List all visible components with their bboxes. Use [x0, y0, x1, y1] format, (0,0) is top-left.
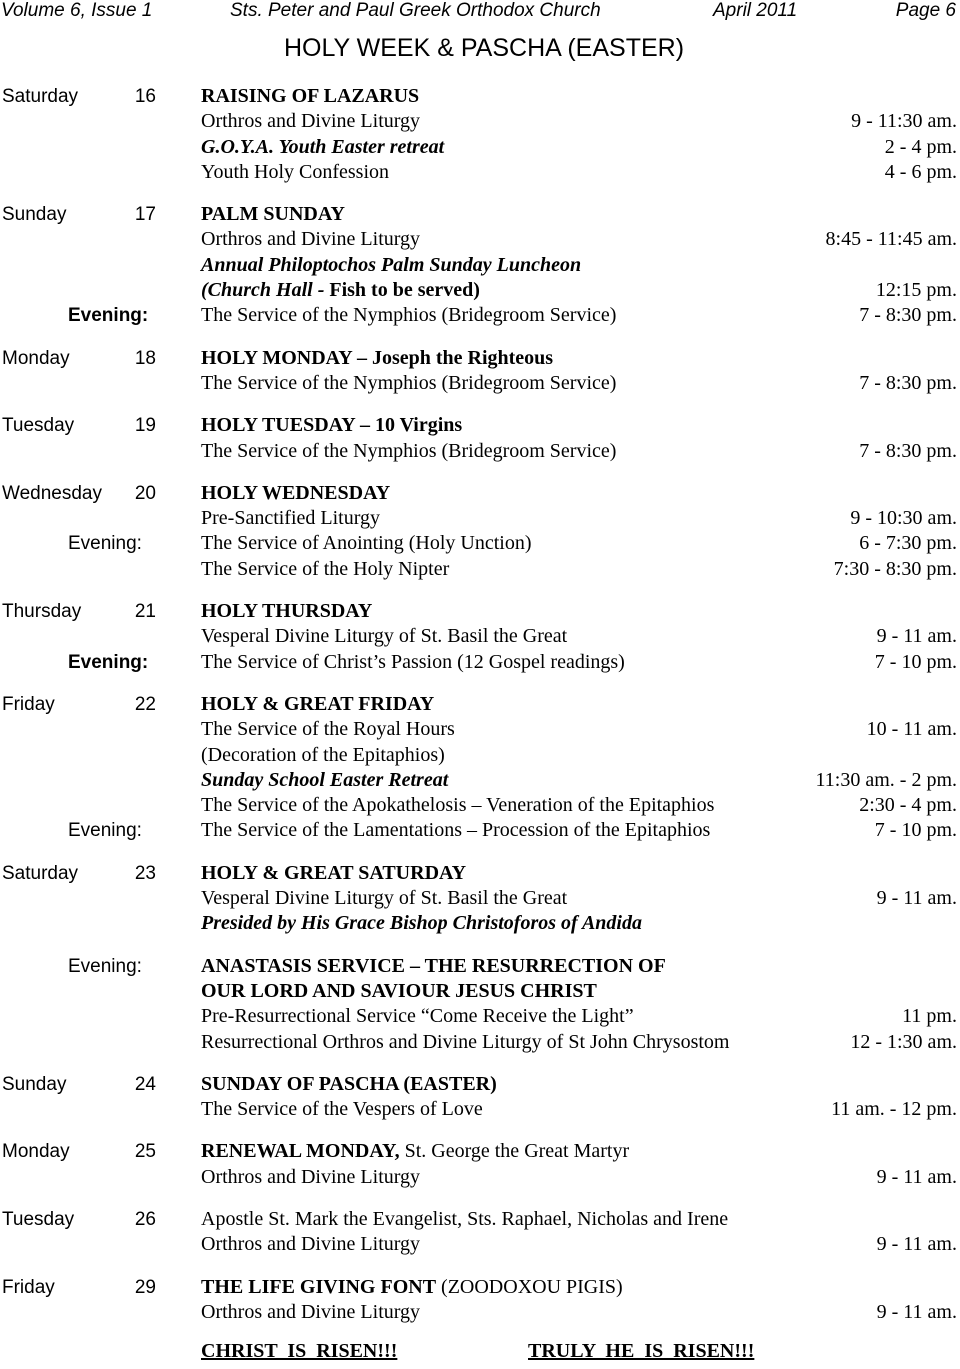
day-name: Sunday [2, 1073, 67, 1095]
event-time: 7 - 10 pm. [874, 650, 957, 673]
day-name: Friday [2, 693, 55, 715]
greeting-christ-is-risen: CHRIST IS RISEN!!! [201, 1340, 398, 1363]
event-time: 11 am. - 12 pm. [831, 1098, 957, 1121]
day-friday-29 [0, 1275, 960, 1326]
closing-greeting [0, 1339, 960, 1364]
event-time: 4 - 6 pm. [884, 160, 957, 183]
event-description: G.O.Y.A. Youth Easter retreat [201, 135, 445, 158]
event-row [0, 1030, 960, 1055]
day-number: 29 [134, 1276, 156, 1298]
evening-label: Evening: [68, 651, 149, 673]
event-time: 7:30 - 8:30 pm. [833, 557, 957, 580]
event-time: 7 - 8:30 pm. [859, 304, 957, 327]
day-name: Saturday [2, 862, 79, 884]
day-number: 23 [134, 862, 156, 884]
event-time: 9 - 11 am. [876, 1165, 957, 1188]
event-time: 9 - 11 am. [876, 887, 957, 910]
event-time: 7 - 10 pm. [874, 819, 957, 842]
day-number: 21 [134, 601, 156, 623]
event-row [0, 743, 960, 768]
evening-label: Evening: [68, 955, 142, 977]
day-heading: Apostle St. Mark the Evangelist, Sts. Raphael, Nicholas and Irene [201, 1207, 729, 1230]
event-description: The Service of the Nymphios (Bridegroom Service) [201, 371, 617, 394]
day-number: 17 [134, 204, 156, 226]
event-description: Resurrectional Orthros and Divine Liturgy of St John Chrysostom [201, 1030, 730, 1053]
day-heading-continued: OUR LORD AND SAVIOUR JESUS CHRIST [201, 979, 597, 1002]
day-heading: THE LIFE GIVING FONT (ZOODOXOU PIGIS) [201, 1275, 623, 1298]
day-name: Friday [2, 1276, 55, 1298]
day-saturday-23-evening [0, 954, 960, 1055]
evening-label: Evening: [68, 305, 149, 327]
event-row [0, 911, 960, 936]
event-description: The Service of the Apokathelosis – Veneration of the Epitaphios [201, 794, 715, 817]
event-description: Presided by His Grace Bishop Christoforos of Andida [201, 912, 642, 935]
event-time: 2 - 4 pm. [884, 135, 957, 158]
event-description: The Service of Christ’s Passion (12 Gospel readings) [201, 650, 625, 673]
issue-date: April 2011 [713, 0, 798, 21]
event-row [0, 1004, 960, 1029]
event-description: Annual Philoptochos Palm Sunday Luncheon [201, 253, 582, 276]
day-heading: SUNDAY OF PASCHA (EASTER) [201, 1072, 497, 1095]
event-time: 2:30 - 4 pm. [859, 794, 957, 817]
day-heading: ANASTASIS SERVICE – THE RESURRECTION OF [201, 954, 666, 977]
event-description: Pre-Resurrectional Service “Come Receive the Light” [201, 1005, 634, 1028]
event-row [0, 506, 960, 531]
event-row [0, 768, 960, 793]
event-row [0, 371, 960, 396]
day-name: Monday [2, 347, 70, 369]
event-row [0, 818, 960, 843]
event-time: 7 - 8:30 pm. [859, 371, 957, 394]
day-monday-25 [0, 1139, 960, 1190]
event-description: Vesperal Divine Liturgy of St. Basil the Great [201, 625, 568, 648]
day-number: 25 [134, 1141, 156, 1163]
event-description: The Service of the Nymphios (Bridegroom Service) [201, 304, 617, 327]
day-number: 26 [134, 1208, 156, 1230]
event-description: The Service of the Nymphios (Bridegroom Service) [201, 439, 617, 462]
church-name: Sts. Peter and Paul Greek Orthodox Church [230, 0, 601, 21]
evening-label: Evening: [68, 533, 142, 555]
event-row [0, 1232, 960, 1257]
event-time: 12 - 1:30 am. [850, 1030, 957, 1053]
event-row [0, 886, 960, 911]
event-description: Youth Holy Confession [201, 160, 389, 183]
day-number: 20 [134, 482, 156, 504]
event-row [0, 135, 960, 160]
event-time: 9 - 10:30 am. [850, 507, 957, 530]
event-row [0, 303, 960, 328]
event-description: The Service of the Vespers of Love [201, 1098, 483, 1121]
event-row [0, 624, 960, 649]
day-heading: HOLY & GREAT FRIDAY [201, 692, 435, 715]
day-name: Wednesday [2, 482, 102, 504]
event-description: Sunday School Easter Retreat [201, 768, 449, 791]
day-friday-22 [0, 692, 960, 844]
event-row [0, 1165, 960, 1190]
page-title: HOLY WEEK & PASCHA (EASTER) [283, 34, 685, 62]
day-heading: PALM SUNDAY [201, 203, 345, 226]
event-row [0, 109, 960, 134]
day-number: 24 [134, 1073, 156, 1095]
evening-label: Evening: [68, 820, 142, 842]
event-description: Orthros and Divine Liturgy [201, 1165, 421, 1188]
event-description: The Service of the Lamentations – Procession of the Epitaphios [201, 819, 711, 842]
day-saturday-16 [0, 84, 960, 185]
day-heading: HOLY TUESDAY – 10 Virgins [201, 414, 463, 437]
event-row [0, 717, 960, 742]
day-heading: RAISING OF LAZARUS [201, 85, 420, 107]
event-row [0, 278, 960, 303]
event-time: 9 - 11:30 am. [851, 110, 957, 133]
day-sunday-24 [0, 1072, 960, 1123]
event-description: Orthros and Divine Liturgy [201, 228, 421, 251]
event-description: (Church Hall - Fish to be served) [201, 279, 480, 302]
event-time: 12:15 pm. [875, 279, 957, 302]
day-name: Sunday [2, 204, 67, 226]
day-monday-18 [0, 346, 960, 397]
day-heading: HOLY THURSDAY [201, 600, 373, 623]
day-heading: HOLY & GREAT SATURDAY [201, 861, 467, 884]
event-row [0, 160, 960, 185]
greeting-truly-he-is-risen: TRULY HE IS RISEN!!! [528, 1340, 755, 1363]
day-tuesday-19 [0, 413, 960, 464]
day-heading: RENEWAL MONDAY, St. George the Great Martyr [201, 1140, 630, 1163]
event-time: 9 - 11 am. [876, 1300, 957, 1323]
event-row [0, 1300, 960, 1325]
day-saturday-23 [0, 861, 960, 937]
event-description: Orthros and Divine Liturgy [201, 1300, 421, 1323]
day-number: 18 [134, 347, 156, 369]
day-heading: HOLY WEDNESDAY [201, 481, 391, 504]
event-description: Vesperal Divine Liturgy of St. Basil the Great [201, 887, 568, 910]
event-description: Orthros and Divine Liturgy [201, 110, 421, 133]
event-description: (Decoration of the Epitaphios) [201, 743, 445, 766]
event-row [0, 531, 960, 556]
event-row [0, 793, 960, 818]
event-row [0, 650, 960, 675]
event-time: 9 - 11 am. [876, 625, 957, 648]
day-number: 19 [134, 415, 156, 437]
day-name: Thursday [2, 601, 82, 623]
day-number: 16 [134, 86, 156, 107]
day-tuesday-26 [0, 1207, 960, 1258]
page-number: Page 6 [895, 0, 956, 21]
event-time: 11:30 am. - 2 pm. [815, 768, 957, 791]
event-time: 7 - 8:30 pm. [859, 439, 957, 462]
schedule [0, 84, 960, 1364]
day-name: Saturday [2, 86, 79, 107]
issue-label: Volume 6, Issue 1 [1, 0, 153, 21]
day-heading: HOLY MONDAY – Joseph the Righteous [201, 346, 554, 369]
event-time: 11 pm. [902, 1005, 957, 1028]
day-thursday-21 [0, 599, 960, 675]
event-description: The Service of the Royal Hours [201, 718, 455, 741]
day-number: 22 [134, 693, 156, 715]
event-time: 8:45 - 11:45 am. [825, 228, 957, 251]
event-row [0, 439, 960, 464]
day-name: Monday [2, 1141, 70, 1163]
day-name: Tuesday [2, 1208, 75, 1230]
event-time: 10 - 11 am. [866, 718, 957, 741]
event-row [0, 253, 960, 278]
event-description: Pre-Sanctified Liturgy [201, 507, 381, 530]
event-time: 6 - 7:30 pm. [859, 532, 957, 555]
event-row [0, 557, 960, 582]
day-sunday-17 [0, 202, 960, 328]
event-description: Orthros and Divine Liturgy [201, 1233, 421, 1256]
day-name: Tuesday [2, 415, 75, 437]
event-row [0, 1097, 960, 1122]
event-description: The Service of Anointing (Holy Unction) [201, 532, 532, 555]
day-wednesday-20 [0, 481, 960, 582]
page-header [0, 0, 960, 26]
event-time: 9 - 11 am. [876, 1233, 957, 1256]
event-row [0, 227, 960, 252]
event-description: The Service of the Holy Nipter [201, 557, 450, 580]
